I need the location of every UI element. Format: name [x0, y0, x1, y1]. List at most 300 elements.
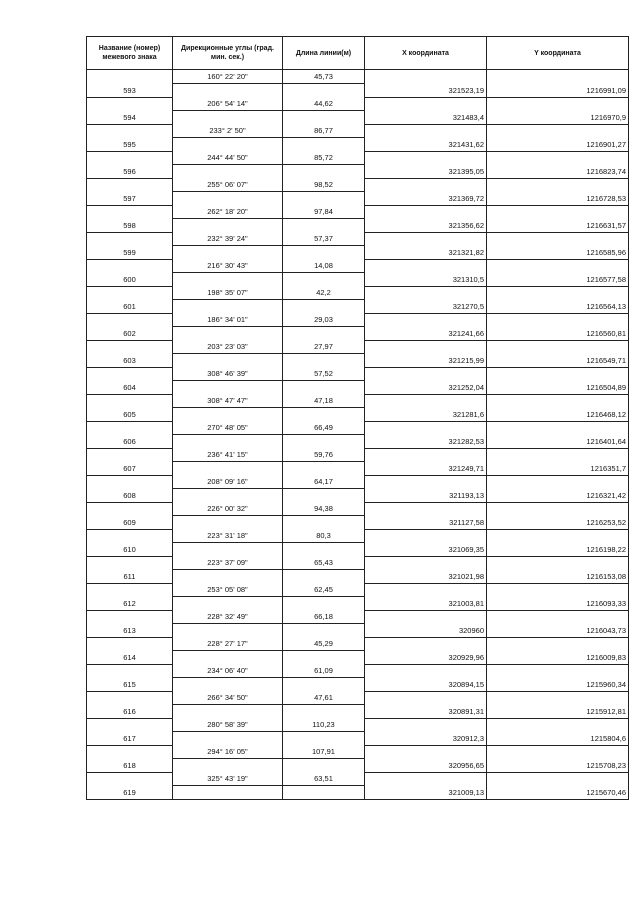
y-coordinate-cell: 1215804,6 [487, 732, 629, 746]
y-coordinate-cell [487, 124, 629, 138]
y-coordinate-cell [487, 367, 629, 381]
line-length-cell: 65,43 [283, 556, 365, 570]
directional-angle-cell: 198° 35' 07" [173, 286, 283, 300]
header-directional-angle: Дирекционные углы (град. мин. сек.) [173, 37, 283, 70]
y-coordinate-cell: 1216577,58 [487, 273, 629, 287]
point-name-cell [87, 637, 173, 651]
directional-angle-cell [173, 327, 283, 341]
line-length-cell: 107,91 [283, 745, 365, 759]
x-coordinate-cell [365, 367, 487, 381]
line-length-cell [283, 489, 365, 503]
directional-angle-cell [173, 246, 283, 260]
directional-angle-cell: 325° 43' 19" [173, 772, 283, 786]
directional-angle-cell [173, 786, 283, 800]
segment-row [87, 556, 629, 570]
x-coordinate-cell: 321270,5 [365, 300, 487, 314]
y-coordinate-cell [487, 664, 629, 678]
directional-angle-cell [173, 111, 283, 125]
point-name-cell [87, 421, 173, 435]
directional-angle-cell [173, 138, 283, 152]
x-coordinate-cell: 320956,65 [365, 759, 487, 773]
directional-angle-cell [173, 84, 283, 98]
point-row [87, 408, 629, 422]
directional-angle-cell [173, 273, 283, 287]
directional-angle-cell: 255° 06' 07" [173, 178, 283, 192]
directional-angle-cell [173, 543, 283, 557]
y-coordinate-cell [487, 205, 629, 219]
segment-row [87, 421, 629, 435]
y-coordinate-cell: 1215912,81 [487, 705, 629, 719]
y-coordinate-cell [487, 394, 629, 408]
y-coordinate-cell: 1216401,64 [487, 435, 629, 449]
point-name-cell [87, 745, 173, 759]
y-coordinate-cell [487, 232, 629, 246]
x-coordinate-cell [365, 637, 487, 651]
x-coordinate-cell: 321215,99 [365, 354, 487, 368]
line-length-cell: 42,2 [283, 286, 365, 300]
line-length-cell: 61,09 [283, 664, 365, 678]
segment-row [87, 313, 629, 327]
line-length-cell [283, 354, 365, 368]
header-y-coordinate: Y координата [487, 37, 629, 70]
x-coordinate-cell: 321483,4 [365, 111, 487, 125]
table-header-row [87, 37, 629, 70]
point-row [87, 786, 629, 800]
point-name-cell: 600 [87, 273, 173, 287]
point-name-cell: 610 [87, 543, 173, 557]
line-length-cell: 57,52 [283, 367, 365, 381]
line-length-cell [283, 597, 365, 611]
point-name-cell: 595 [87, 138, 173, 152]
x-coordinate-cell [365, 70, 487, 84]
point-name-cell: 609 [87, 516, 173, 530]
line-length-cell: 47,61 [283, 691, 365, 705]
directional-angle-cell [173, 597, 283, 611]
point-name-cell [87, 502, 173, 516]
x-coordinate-cell: 321193,13 [365, 489, 487, 503]
x-coordinate-cell: 321321,82 [365, 246, 487, 260]
point-name-cell [87, 583, 173, 597]
point-name-cell [87, 70, 173, 84]
y-coordinate-cell: 1216549,71 [487, 354, 629, 368]
segment-row [87, 610, 629, 624]
point-row [87, 138, 629, 152]
point-name-cell: 613 [87, 624, 173, 638]
header-x-coordinate: X координата [365, 37, 487, 70]
segment-row [87, 97, 629, 111]
segment-row [87, 475, 629, 489]
line-length-cell [283, 111, 365, 125]
segment-row [87, 637, 629, 651]
point-name-cell [87, 205, 173, 219]
line-length-cell: 59,76 [283, 448, 365, 462]
line-length-cell [283, 462, 365, 476]
directional-angle-cell: 216° 30' 43" [173, 259, 283, 273]
x-coordinate-cell [365, 124, 487, 138]
directional-angle-cell: 223° 31' 18" [173, 529, 283, 543]
x-coordinate-cell: 320894,15 [365, 678, 487, 692]
x-coordinate-cell: 321310,5 [365, 273, 487, 287]
point-row [87, 354, 629, 368]
point-name-cell [87, 664, 173, 678]
point-name-cell: 593 [87, 84, 173, 98]
directional-angle-cell: 228° 32' 49" [173, 610, 283, 624]
point-name-cell: 611 [87, 570, 173, 584]
segment-row [87, 70, 629, 84]
y-coordinate-cell [487, 556, 629, 570]
point-name-cell: 614 [87, 651, 173, 665]
line-length-cell: 110,23 [283, 718, 365, 732]
line-length-cell [283, 300, 365, 314]
x-coordinate-cell [365, 151, 487, 165]
line-length-cell [283, 381, 365, 395]
directional-angle-cell [173, 462, 283, 476]
x-coordinate-cell [365, 583, 487, 597]
segment-row [87, 286, 629, 300]
point-row [87, 165, 629, 179]
point-row [87, 489, 629, 503]
y-coordinate-cell: 1216043,73 [487, 624, 629, 638]
point-name-cell: 612 [87, 597, 173, 611]
point-name-cell [87, 340, 173, 354]
y-coordinate-cell [487, 448, 629, 462]
x-coordinate-cell [365, 745, 487, 759]
x-coordinate-cell [365, 178, 487, 192]
line-length-cell [283, 246, 365, 260]
x-coordinate-cell: 321281,6 [365, 408, 487, 422]
y-coordinate-cell [487, 529, 629, 543]
header-point-name: Название (номер) межевого знака [87, 37, 173, 70]
y-coordinate-cell [487, 745, 629, 759]
line-length-cell [283, 192, 365, 206]
x-coordinate-cell [365, 610, 487, 624]
y-coordinate-cell [487, 718, 629, 732]
point-row [87, 732, 629, 746]
segment-row [87, 664, 629, 678]
point-name-cell [87, 313, 173, 327]
line-length-cell: 45,29 [283, 637, 365, 651]
point-name-cell: 607 [87, 462, 173, 476]
x-coordinate-cell [365, 421, 487, 435]
directional-angle-cell: 266° 34' 50" [173, 691, 283, 705]
x-coordinate-cell: 321127,58 [365, 516, 487, 530]
directional-angle-cell [173, 678, 283, 692]
y-coordinate-cell: 1216253,52 [487, 516, 629, 530]
line-length-cell: 66,18 [283, 610, 365, 624]
directional-angle-cell: 223° 37' 09" [173, 556, 283, 570]
point-name-cell [87, 367, 173, 381]
point-name-cell: 605 [87, 408, 173, 422]
point-row [87, 705, 629, 719]
x-coordinate-cell: 321009,13 [365, 786, 487, 800]
directional-angle-cell: 233° 2' 50" [173, 124, 283, 138]
x-coordinate-cell: 321069,35 [365, 543, 487, 557]
x-coordinate-cell [365, 502, 487, 516]
line-length-cell [283, 624, 365, 638]
directional-angle-cell: 208° 09' 16" [173, 475, 283, 489]
directional-angle-cell [173, 651, 283, 665]
point-name-cell: 615 [87, 678, 173, 692]
x-coordinate-cell [365, 259, 487, 273]
x-coordinate-cell [365, 448, 487, 462]
directional-angle-cell: 234° 06' 40" [173, 664, 283, 678]
y-coordinate-cell: 1216823,74 [487, 165, 629, 179]
point-name-cell [87, 718, 173, 732]
directional-angle-cell: 232° 39' 24" [173, 232, 283, 246]
directional-angle-cell [173, 300, 283, 314]
directional-angle-cell [173, 732, 283, 746]
line-length-cell: 47,18 [283, 394, 365, 408]
point-row [87, 381, 629, 395]
point-row [87, 597, 629, 611]
line-length-cell [283, 786, 365, 800]
directional-angle-cell [173, 435, 283, 449]
x-coordinate-cell: 321282,53 [365, 435, 487, 449]
segment-row [87, 367, 629, 381]
point-row [87, 624, 629, 638]
line-length-cell: 14,08 [283, 259, 365, 273]
directional-angle-cell [173, 624, 283, 638]
segment-row [87, 259, 629, 273]
y-coordinate-cell [487, 286, 629, 300]
line-length-cell: 63,51 [283, 772, 365, 786]
x-coordinate-cell [365, 556, 487, 570]
line-length-cell: 64,17 [283, 475, 365, 489]
point-row [87, 327, 629, 341]
point-row [87, 435, 629, 449]
x-coordinate-cell [365, 475, 487, 489]
x-coordinate-cell [365, 286, 487, 300]
point-name-cell [87, 286, 173, 300]
x-coordinate-cell [365, 718, 487, 732]
point-name-cell: 598 [87, 219, 173, 233]
line-length-cell: 85,72 [283, 151, 365, 165]
line-length-cell [283, 732, 365, 746]
line-length-cell: 86,77 [283, 124, 365, 138]
line-length-cell [283, 651, 365, 665]
y-coordinate-cell: 1216585,96 [487, 246, 629, 260]
segment-row [87, 583, 629, 597]
line-length-cell [283, 273, 365, 287]
y-coordinate-cell [487, 421, 629, 435]
point-name-cell: 596 [87, 165, 173, 179]
point-name-cell [87, 97, 173, 111]
x-coordinate-cell [365, 529, 487, 543]
y-coordinate-cell: 1216009,83 [487, 651, 629, 665]
y-coordinate-cell [487, 259, 629, 273]
point-row [87, 192, 629, 206]
point-row [87, 219, 629, 233]
y-coordinate-cell: 1216970,9 [487, 111, 629, 125]
y-coordinate-cell: 1216564,13 [487, 300, 629, 314]
y-coordinate-cell: 1215670,46 [487, 786, 629, 800]
segment-row [87, 124, 629, 138]
line-length-cell [283, 435, 365, 449]
point-name-cell [87, 259, 173, 273]
x-coordinate-cell: 321021,98 [365, 570, 487, 584]
directional-angle-cell [173, 489, 283, 503]
segment-row [87, 745, 629, 759]
point-name-cell [87, 475, 173, 489]
point-name-cell [87, 178, 173, 192]
directional-angle-cell [173, 408, 283, 422]
directional-angle-cell: 270° 48' 05" [173, 421, 283, 435]
x-coordinate-cell: 321249,71 [365, 462, 487, 476]
x-coordinate-cell: 321523,19 [365, 84, 487, 98]
point-name-cell: 597 [87, 192, 173, 206]
header-line-length: Длина линии(м) [283, 37, 365, 70]
line-length-cell [283, 327, 365, 341]
line-length-cell [283, 84, 365, 98]
point-name-cell [87, 610, 173, 624]
directional-angle-cell [173, 192, 283, 206]
line-length-cell [283, 678, 365, 692]
y-coordinate-cell [487, 475, 629, 489]
y-coordinate-cell: 1216468,12 [487, 408, 629, 422]
x-coordinate-cell: 321369,72 [365, 192, 487, 206]
line-length-cell: 98,52 [283, 178, 365, 192]
survey-coordinates-table [86, 36, 629, 800]
x-coordinate-cell: 321431,62 [365, 138, 487, 152]
y-coordinate-cell [487, 691, 629, 705]
y-coordinate-cell: 1216631,57 [487, 219, 629, 233]
directional-angle-cell: 308° 47' 47" [173, 394, 283, 408]
line-length-cell: 57,37 [283, 232, 365, 246]
y-coordinate-cell [487, 502, 629, 516]
line-length-cell [283, 516, 365, 530]
point-row [87, 543, 629, 557]
point-name-cell: 608 [87, 489, 173, 503]
directional-angle-cell: 186° 34' 01" [173, 313, 283, 327]
point-row [87, 300, 629, 314]
point-row [87, 84, 629, 98]
point-name-cell [87, 151, 173, 165]
x-coordinate-cell: 320912,3 [365, 732, 487, 746]
line-length-cell [283, 705, 365, 719]
directional-angle-cell: 228° 27' 17" [173, 637, 283, 651]
point-name-cell [87, 448, 173, 462]
directional-angle-cell: 160° 22' 20" [173, 70, 283, 84]
y-coordinate-cell [487, 340, 629, 354]
segment-row [87, 232, 629, 246]
point-name-cell [87, 772, 173, 786]
point-row [87, 462, 629, 476]
point-name-cell: 606 [87, 435, 173, 449]
segment-row [87, 340, 629, 354]
point-name-cell: 618 [87, 759, 173, 773]
y-coordinate-cell [487, 772, 629, 786]
segment-row [87, 394, 629, 408]
x-coordinate-cell: 321356,62 [365, 219, 487, 233]
y-coordinate-cell: 1216093,33 [487, 597, 629, 611]
point-name-cell [87, 394, 173, 408]
point-row [87, 651, 629, 665]
directional-angle-cell [173, 219, 283, 233]
directional-angle-cell [173, 381, 283, 395]
line-length-cell: 29,03 [283, 313, 365, 327]
y-coordinate-cell: 1216901,27 [487, 138, 629, 152]
x-coordinate-cell: 321395,05 [365, 165, 487, 179]
x-coordinate-cell: 321003,81 [365, 597, 487, 611]
x-coordinate-cell [365, 97, 487, 111]
directional-angle-cell: 226° 00' 32" [173, 502, 283, 516]
directional-angle-cell: 294° 16' 05" [173, 745, 283, 759]
segment-row [87, 502, 629, 516]
y-coordinate-cell [487, 637, 629, 651]
directional-angle-cell: 206° 54' 14" [173, 97, 283, 111]
line-length-cell: 66,49 [283, 421, 365, 435]
directional-angle-cell [173, 759, 283, 773]
directional-angle-cell: 262° 18' 20" [173, 205, 283, 219]
y-coordinate-cell: 1216321,42 [487, 489, 629, 503]
y-coordinate-cell [487, 583, 629, 597]
line-length-cell [283, 138, 365, 152]
x-coordinate-cell: 320960 [365, 624, 487, 638]
line-length-cell [283, 759, 365, 773]
point-name-cell [87, 529, 173, 543]
line-length-cell [283, 543, 365, 557]
y-coordinate-cell: 1216504,89 [487, 381, 629, 395]
y-coordinate-cell [487, 178, 629, 192]
segment-row [87, 718, 629, 732]
directional-angle-cell: 253° 05' 08" [173, 583, 283, 597]
directional-angle-cell [173, 705, 283, 719]
point-name-cell: 617 [87, 732, 173, 746]
table-body [87, 70, 629, 800]
directional-angle-cell [173, 516, 283, 530]
segment-row [87, 178, 629, 192]
line-length-cell [283, 165, 365, 179]
y-coordinate-cell: 1216991,09 [487, 84, 629, 98]
directional-angle-cell [173, 570, 283, 584]
point-row [87, 273, 629, 287]
y-coordinate-cell: 1216198,22 [487, 543, 629, 557]
y-coordinate-cell: 1215708,23 [487, 759, 629, 773]
point-name-cell: 601 [87, 300, 173, 314]
directional-angle-cell: 203° 23' 03" [173, 340, 283, 354]
x-coordinate-cell [365, 232, 487, 246]
point-name-cell: 594 [87, 111, 173, 125]
line-length-cell: 27,97 [283, 340, 365, 354]
line-length-cell: 97,84 [283, 205, 365, 219]
y-coordinate-cell [487, 70, 629, 84]
y-coordinate-cell [487, 610, 629, 624]
x-coordinate-cell: 320891,31 [365, 705, 487, 719]
point-name-cell [87, 691, 173, 705]
line-length-cell: 80,3 [283, 529, 365, 543]
segment-row [87, 691, 629, 705]
line-length-cell [283, 408, 365, 422]
line-length-cell: 44,62 [283, 97, 365, 111]
y-coordinate-cell: 1216153,08 [487, 570, 629, 584]
point-row [87, 678, 629, 692]
x-coordinate-cell [365, 313, 487, 327]
segment-row [87, 448, 629, 462]
x-coordinate-cell: 320929,96 [365, 651, 487, 665]
directional-angle-cell [173, 165, 283, 179]
x-coordinate-cell [365, 664, 487, 678]
point-name-cell [87, 232, 173, 246]
y-coordinate-cell [487, 313, 629, 327]
segment-row [87, 205, 629, 219]
y-coordinate-cell [487, 97, 629, 111]
directional-angle-cell: 236° 41' 15" [173, 448, 283, 462]
point-name-cell [87, 124, 173, 138]
y-coordinate-cell: 1216351,7 [487, 462, 629, 476]
point-name-cell: 619 [87, 786, 173, 800]
point-name-cell: 602 [87, 327, 173, 341]
point-row [87, 111, 629, 125]
